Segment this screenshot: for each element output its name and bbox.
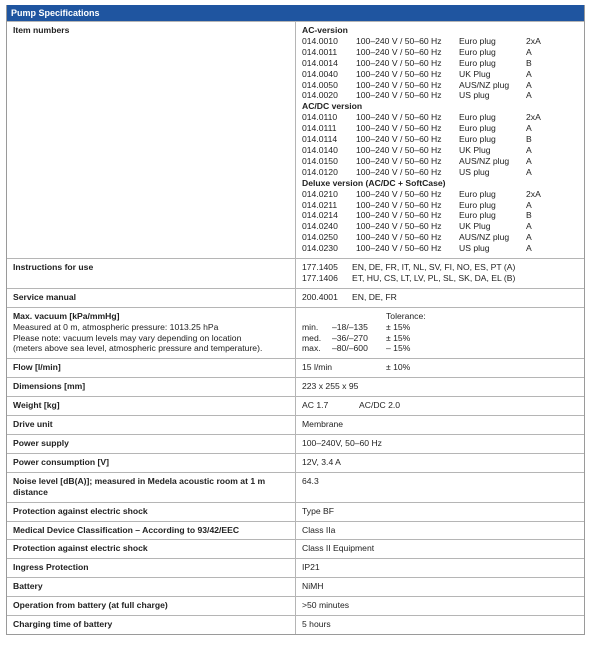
- row-dimensions: [7, 377, 584, 396]
- list-item: 014.0014 100–240 V / 50–60 Hz Euro plug B: [302, 57, 532, 68]
- group-title: AC/DC version: [302, 101, 363, 112]
- list-item: 014.0240 100–240 V / 50–60 Hz UK Plug A: [302, 221, 532, 232]
- row-label: Flow [l/min]: [13, 362, 61, 373]
- list-item: 177.1405 EN, DE, FR, IT, NL, SV, FI, NO, ES, PT (A): [302, 262, 516, 273]
- row-label: Instructions for use: [13, 262, 94, 273]
- row-label: Medical Device Classification – According to 93/42/EEC: [13, 524, 240, 535]
- row-ingress-protection: [7, 558, 584, 577]
- row-value: 15 l/min ± 10%: [295, 359, 584, 377]
- group-title: AC-version: [302, 25, 348, 35]
- list-item: 014.0111 100–240 V / 50–60 Hz Euro plug A: [302, 123, 532, 134]
- row-label: Weight [kg]: [13, 400, 60, 411]
- row-value: NiMH: [295, 578, 584, 596]
- row-label-block: [7, 308, 295, 359]
- list-item: max. –80/–600 – 15%: [302, 343, 411, 354]
- row-label: Charging time of battery: [13, 619, 113, 630]
- row-value: Membrane: [295, 416, 584, 434]
- list-item: 014.0011 100–240 V / 50–60 Hz Euro plug A: [302, 46, 532, 57]
- vacuum-note: (meters above sea level, atmospheric pressure and temperature).: [13, 343, 263, 354]
- group-title: Deluxe version (AC/DC + SoftCase): [302, 177, 446, 188]
- row-value: Class II Equipment: [295, 540, 584, 558]
- row-charging-time: [7, 615, 584, 634]
- row-label: Noise level [dB(A)]; measured in Medela acoustic room at 1 m distance: [13, 475, 266, 497]
- row-weight: [7, 396, 584, 415]
- list-item: 014.0114 100–240 V / 50–60 Hz Euro plug B: [302, 134, 532, 145]
- row-value: 64.3: [295, 473, 584, 502]
- row-battery: [7, 577, 584, 596]
- row-drive-unit: [7, 415, 584, 434]
- group-acdc: [302, 101, 580, 177]
- row-value: Type BF: [295, 503, 584, 521]
- row-value: 5 hours: [295, 616, 584, 634]
- row-value: 223 x 255 x 95: [295, 378, 584, 396]
- spec-sheet: [6, 5, 585, 635]
- row-power-consumption: [7, 453, 584, 472]
- row-value: Class IIa: [295, 522, 584, 540]
- row-label: Operation from battery (at full charge): [13, 600, 168, 611]
- row-item-numbers: [7, 21, 584, 258]
- list-item: 014.0110 100–240 V / 50–60 Hz Euro plug 2xA: [302, 112, 541, 123]
- row-noise-level: [7, 472, 584, 502]
- row-value: 12V, 3.4 A: [295, 454, 584, 472]
- row-label: Max. vacuum [kPa/mmHg]: [13, 310, 120, 321]
- row-label: Protection against electric shock: [13, 543, 148, 554]
- row-label: Ingress Protection: [13, 562, 89, 573]
- list-item: 014.0214 100–240 V / 50–60 Hz Euro plug B: [302, 210, 532, 221]
- list-item: 014.0150 100–240 V / 50–60 Hz AUS/NZ plug A: [302, 155, 532, 166]
- row-instructions: [7, 258, 584, 288]
- group-deluxe: [302, 178, 580, 254]
- list-item: min. –18/–135 ± 15%: [302, 321, 411, 332]
- list-item: 014.0140 100–240 V / 50–60 Hz UK Plug A: [302, 144, 532, 155]
- list-item: 014.0250 100–240 V / 50–60 Hz AUS/NZ plug A: [302, 232, 532, 243]
- row-value: IP21: [295, 559, 584, 577]
- row-label: Protection against electric shock: [13, 505, 148, 516]
- row-value: [295, 308, 584, 359]
- list-item: med. –36/–270 ± 15%: [302, 332, 411, 343]
- list-item: 014.0230 100–240 V / 50–60 Hz US plug A: [302, 243, 532, 254]
- row-label: Power consumption [V]: [13, 456, 109, 467]
- item-number-list: [295, 22, 584, 258]
- row-label: Power supply: [13, 438, 69, 448]
- row-value: AC 1.7 AC/DC 2.0: [295, 397, 584, 415]
- list-item: 014.0010 100–240 V / 50–60 Hz Euro plug 2xA: [302, 35, 541, 46]
- row-battery-operation: [7, 596, 584, 615]
- row-shock-protection-class: [7, 539, 584, 558]
- row-value: 200.4001 EN, DE, FR: [295, 289, 584, 307]
- row-max-vacuum: [7, 307, 584, 359]
- vacuum-note: Measured at 0 m, atmospheric pressure: 1013.25 hPa: [13, 321, 219, 332]
- row-label: Battery: [13, 581, 43, 592]
- list-item: 014.0120 100–240 V / 50–60 Hz US plug A: [302, 166, 532, 177]
- row-power-supply: [7, 434, 584, 453]
- row-label: Service manual: [13, 291, 77, 302]
- row-device-classification: [7, 521, 584, 540]
- row-label: Item numbers: [13, 25, 70, 35]
- row-service-manual: [7, 288, 584, 307]
- vacuum-note: Please note: vacuum levels may vary depending on location: [13, 332, 242, 343]
- list-item: 014.0050 100–240 V / 50–60 Hz AUS/NZ plug A: [302, 79, 532, 90]
- row-label: Dimensions [mm]: [13, 381, 86, 392]
- row-flow: [7, 358, 584, 377]
- list-item: 014.0020 100–240 V / 50–60 Hz US plug A: [302, 90, 532, 101]
- group-ac: [302, 25, 580, 101]
- sheet-title: Pump Specifications: [7, 5, 584, 21]
- row-value: >50 minutes: [295, 597, 584, 615]
- row-value: 100–240V, 50–60 Hz: [295, 435, 584, 453]
- list-item: 014.0211 100–240 V / 50–60 Hz Euro plug A: [302, 199, 532, 210]
- row-shock-protection: [7, 502, 584, 521]
- tolerance-label: Tolerance:: [386, 310, 426, 321]
- list-item: 014.0040 100–240 V / 50–60 Hz UK Plug A: [302, 68, 532, 79]
- list-item: 177.1406 ET, HU, CS, LT, LV, PL, SL, SK, DA, EL (B): [302, 272, 516, 283]
- list-item: 014.0210 100–240 V / 50–60 Hz Euro plug 2xA: [302, 188, 541, 199]
- row-label: Drive unit: [13, 419, 53, 430]
- row-value: [295, 259, 584, 288]
